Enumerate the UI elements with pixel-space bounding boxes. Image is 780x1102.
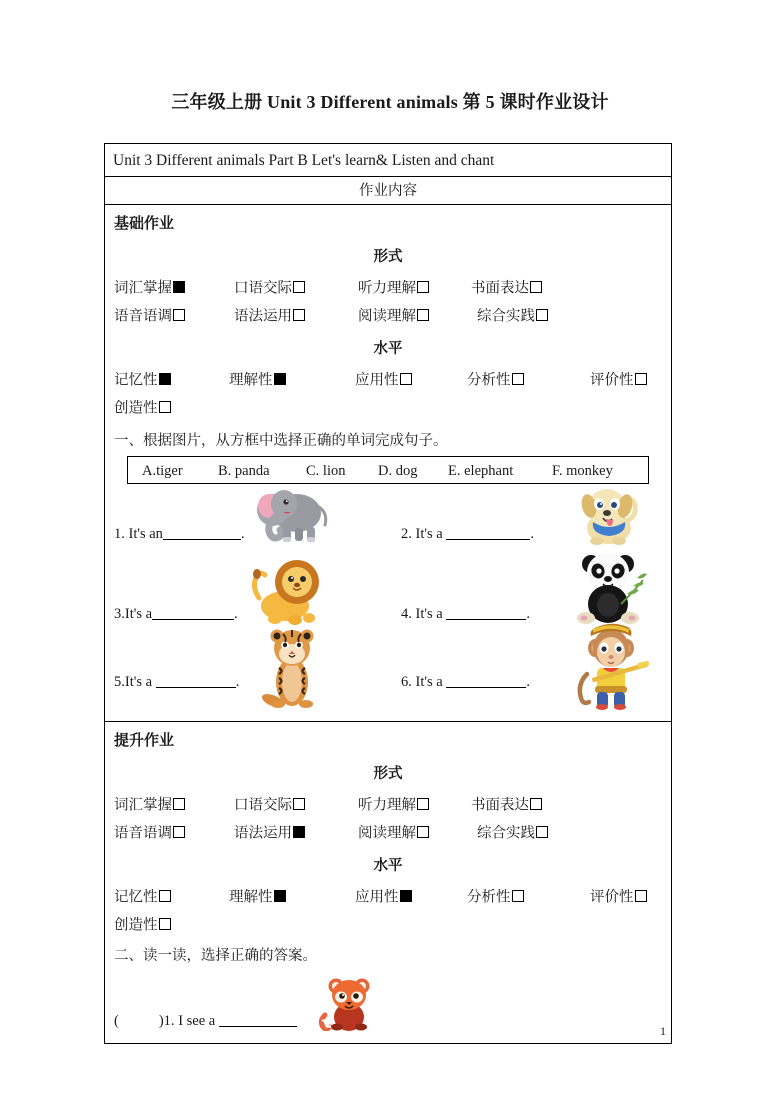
section-advanced-level-header: 水平: [373, 858, 403, 874]
exercise-one-instruction: 一、根据图片，从方框中选择正确的单词完成句子。: [114, 433, 448, 449]
checkbox-item-yuyin-yudiao[interactable]: 语音语调: [114, 820, 185, 846]
section-advanced-title: 提升作业: [114, 732, 175, 749]
checkbox-item-pingjiaxing[interactable]: 评价性: [590, 884, 647, 910]
checkbox-item-kouyu-jiaoji[interactable]: 口语交际: [234, 275, 305, 301]
picture-elephant: [243, 485, 333, 547]
checkbox-item-jiyixing[interactable]: 记忆性: [114, 367, 171, 393]
checkbox-item-yufa-yunyong[interactable]: 语法运用: [234, 303, 305, 329]
question-4-number: 4.: [401, 606, 412, 622]
picture-red-panda: [317, 975, 377, 1031]
form-row-2: [105, 820, 671, 846]
checkbox-item-zonghe-shijian[interactable]: 综合实践: [477, 820, 548, 846]
checkbox-item-lijiexing[interactable]: 理解性: [229, 367, 286, 393]
question-2: 2. It's a .: [401, 526, 534, 542]
section-basic-form-header: 形式: [373, 249, 403, 265]
picture-monkey: [575, 618, 651, 710]
level-row-2: [105, 912, 671, 938]
question-2-1-stem: I see a: [178, 1013, 216, 1029]
page-number: 1: [660, 1024, 666, 1038]
checkbox-item-shumian-biaoda[interactable]: 书面表达: [471, 792, 542, 818]
question-3: 3.It's a .: [114, 606, 238, 622]
section-basic-level-header: 水平: [373, 341, 403, 357]
form-row-1: [105, 275, 671, 301]
checkbox-box[interactable]: [635, 373, 647, 385]
answer-blank[interactable]: [152, 608, 234, 620]
question-6: 6. It's a .: [401, 674, 530, 690]
checkbox-item-yingyongxing[interactable]: 应用性: [355, 884, 412, 910]
section-advanced: [105, 722, 671, 1043]
checkbox-item-lijiexing[interactable]: 理解性: [229, 884, 286, 910]
question-1: 1. It's an .: [114, 526, 245, 542]
content-header-row: 作业内容: [105, 177, 671, 205]
checkbox-box[interactable]: [417, 826, 429, 838]
checkbox-box[interactable]: [293, 798, 305, 810]
question-2-stem: It's a: [415, 526, 443, 542]
checkbox-box[interactable]: [530, 281, 542, 293]
checkbox-item-tingli-lijie[interactable]: 听力理解: [358, 792, 429, 818]
level-row-1: [105, 884, 671, 910]
answer-blank[interactable]: [446, 608, 526, 620]
question-1-stem: It's an: [128, 526, 163, 542]
checkbox-box[interactable]: [293, 281, 305, 293]
question-4-stem: It's a: [415, 606, 443, 622]
checkbox-item-chuangzaoxing[interactable]: 创造性: [114, 912, 171, 938]
checkbox-item-tingli-lijie[interactable]: 听力理解: [358, 275, 429, 301]
checkbox-box[interactable]: [293, 826, 305, 838]
question-6-number: 6.: [401, 674, 412, 690]
section-advanced-form-header: 形式: [373, 766, 403, 782]
question-3-number: 3.: [114, 606, 125, 622]
exercise-one-questions: [105, 490, 671, 715]
word-bank-option-f: F. monkey: [552, 463, 613, 479]
picture-lion: [245, 554, 333, 628]
word-bank: [127, 456, 649, 484]
checkbox-box[interactable]: [159, 890, 171, 902]
checkbox-item-yuyin-yudiao[interactable]: 语音语调: [114, 303, 185, 329]
question-1-number: 1.: [114, 526, 125, 542]
checkbox-box[interactable]: [417, 798, 429, 810]
checkbox-box[interactable]: [274, 373, 286, 385]
checkbox-box[interactable]: [635, 890, 647, 902]
question-6-stem: It's a: [415, 674, 443, 690]
checkbox-box[interactable]: [173, 281, 185, 293]
word-bank-option-d: D. dog: [378, 463, 418, 479]
checkbox-item-kouyu-jiaoji[interactable]: 口语交际: [234, 792, 305, 818]
question-5-number: 5.: [114, 674, 125, 690]
checkbox-item-pingjiaxing[interactable]: 评价性: [590, 367, 647, 393]
word-bank-option-e: E. elephant: [448, 463, 514, 479]
checkbox-item-chuangzaoxing[interactable]: 创造性: [114, 395, 171, 421]
checkbox-box[interactable]: [417, 281, 429, 293]
checkbox-item-zonghe-shijian[interactable]: 综合实践: [477, 303, 548, 329]
checkbox-box[interactable]: [173, 309, 185, 321]
form-row-1: [105, 792, 671, 818]
checkbox-box[interactable]: [400, 890, 412, 902]
checkbox-box[interactable]: [293, 309, 305, 321]
picture-tiger: [253, 624, 331, 710]
checkbox-item-cihui-zhangwo[interactable]: 词汇掌握: [114, 792, 185, 818]
answer-blank[interactable]: [446, 528, 530, 540]
level-row-1: [105, 367, 671, 393]
checkbox-box[interactable]: [512, 890, 524, 902]
picture-dog: [575, 482, 647, 548]
question-3-stem: It's a: [124, 606, 153, 622]
checkbox-box[interactable]: [274, 890, 286, 902]
checkbox-box[interactable]: [173, 826, 185, 838]
word-bank-option-b: B. panda: [218, 463, 270, 479]
section-basic-title: 基础作业: [114, 215, 175, 232]
checkbox-item-cihui-zhangwo[interactable]: 词汇掌握: [114, 275, 185, 301]
checkbox-box[interactable]: [536, 826, 548, 838]
word-bank-option-a: A.tiger: [142, 463, 183, 479]
checkbox-box[interactable]: [417, 309, 429, 321]
checkbox-box[interactable]: [512, 373, 524, 385]
answer-blank[interactable]: [163, 528, 241, 540]
checkbox-box[interactable]: [530, 798, 542, 810]
question-2-1-suffix: )1.: [158, 1013, 175, 1029]
checkbox-box[interactable]: [159, 401, 171, 413]
section-basic: [105, 205, 671, 722]
question-5-stem: It's a: [124, 674, 153, 690]
checkbox-item-jiyixing[interactable]: 记忆性: [114, 884, 171, 910]
unit-header-row: Unit 3 Different animals Part B Let's learn& Listen and chant: [105, 144, 671, 177]
checkbox-item-yuedu-lijie[interactable]: 阅读理解: [358, 303, 429, 329]
checkbox-item-yuedu-lijie[interactable]: 阅读理解: [358, 820, 429, 846]
question-2-number: 2.: [401, 526, 412, 542]
answer-blank[interactable]: [446, 676, 526, 688]
word-bank-option-c: C. lion: [306, 463, 346, 479]
question-2-1-prefix: (: [114, 1013, 119, 1029]
level-row-2: [105, 395, 671, 421]
checkbox-item-fenxixing[interactable]: 分析性: [467, 367, 524, 393]
page-title: 三年级上册 Unit 3 Different animals 第 5 课时作业设计: [171, 92, 609, 112]
checkbox-box[interactable]: [400, 373, 412, 385]
checkbox-box[interactable]: [159, 373, 171, 385]
answer-blank[interactable]: [156, 676, 236, 688]
checkbox-item-fenxixing[interactable]: 分析性: [467, 884, 524, 910]
form-row-2: [105, 303, 671, 329]
checkbox-item-yufa-yunyong[interactable]: 语法运用: [234, 820, 305, 846]
checkbox-box[interactable]: [536, 309, 548, 321]
worksheet-table: [104, 143, 672, 1044]
checkbox-item-shumian-biaoda[interactable]: 书面表达: [471, 275, 542, 301]
question-5: 5.It's a .: [114, 674, 240, 690]
checkbox-item-yingyongxing[interactable]: 应用性: [355, 367, 412, 393]
checkbox-box[interactable]: [173, 798, 185, 810]
question-4: 4. It's a .: [401, 606, 530, 622]
exercise-two-instruction: 二、读一读，选择正确的答案。: [114, 948, 317, 964]
checkbox-box[interactable]: [159, 918, 171, 930]
